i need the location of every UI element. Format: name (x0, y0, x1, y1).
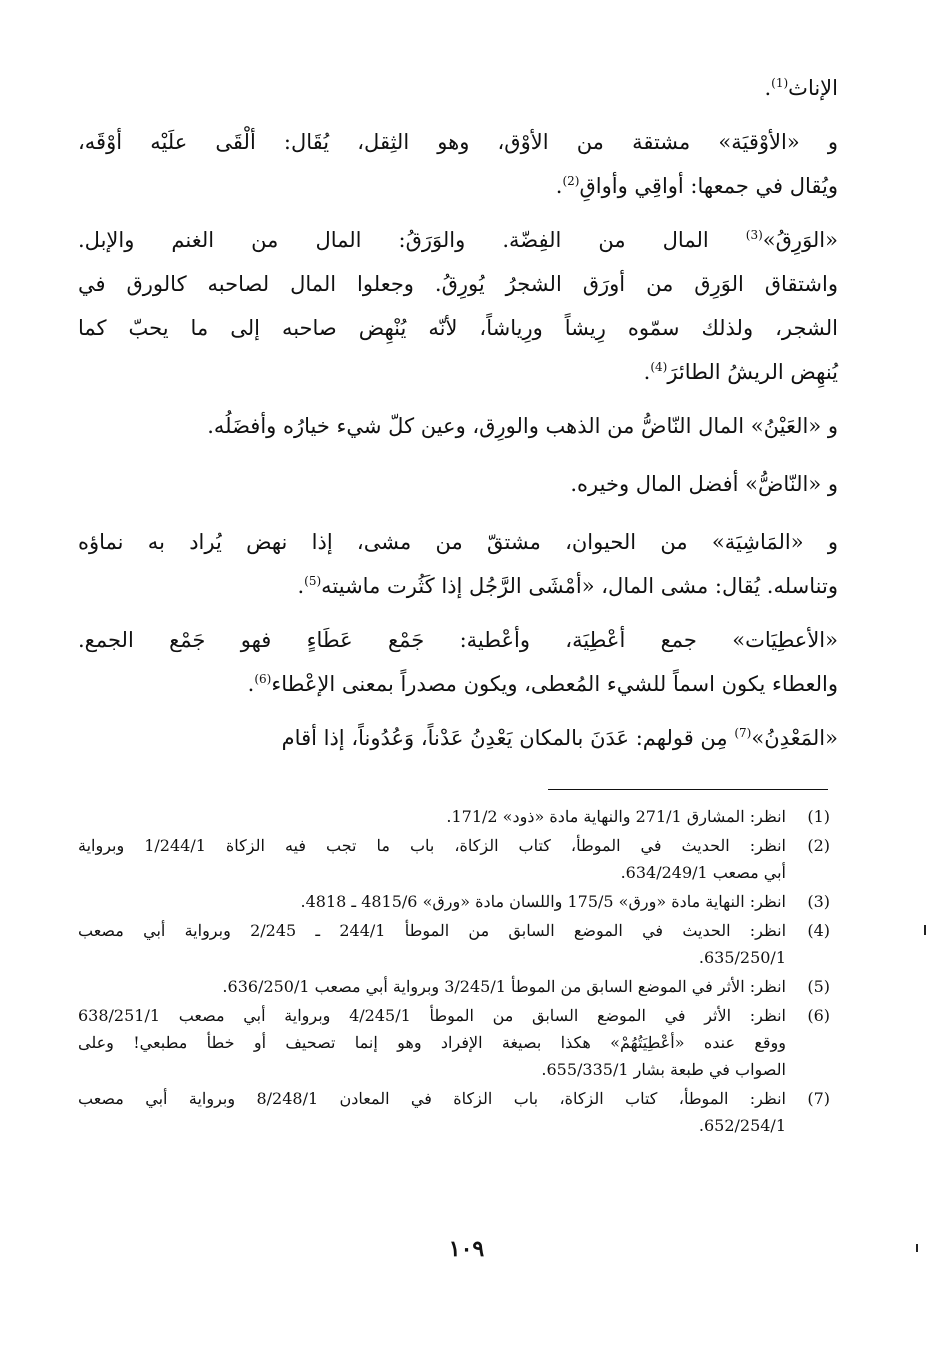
footnote-item (78, 803, 830, 830)
text-line (78, 564, 838, 608)
paragraph-p4 (78, 404, 838, 448)
footnote-text (78, 803, 786, 830)
footnote-text (78, 888, 786, 915)
footnote-text (78, 832, 786, 886)
footnote-line: انظر: الموطأ، كتاب الزكاة، باب الزكاة في المعادن 8/248/1 وبرواية أبي مصعب (78, 1089, 787, 1108)
line-text: يُنهِض الريشُ الطائرَ (667, 360, 838, 384)
footnote-line: أبي مصعب 634/249/1. (620, 863, 786, 882)
footnote-ref: (1) (771, 76, 789, 90)
line-text: «الأعطِيَات» جمع أعْطِيَة، وأعْطية: جَمْع عَطَاءٍ فهو جَمْع الجمع. (78, 628, 838, 652)
line-text: و «الأوْقيَة» مشتقة من الأوْق، وهو الثِقل، يُقَال: ألْقَى علَيْه أوْقَه، (78, 130, 838, 154)
line-tail: المال من الفِضّة. والوَرَقُ: المال من الغنم والإبل. (78, 228, 746, 252)
line-tail: . (764, 76, 772, 100)
footnote-ref: (5) (304, 574, 322, 588)
footnote-text (78, 973, 786, 1000)
paragraph-p6 (78, 520, 838, 608)
footnote-line: ووقع عنده «أعْطِيَتُهُمْ» هكذا بصيغة الإفراد وهو إنما تصحيف أو خطأ مطبعي! وعلى (78, 1033, 786, 1052)
text-line (78, 404, 838, 448)
line-text: وتناسله. يُقال: مشى المال، «أمْشَى الرَّجُل إذا كَثُرت ماشيته (321, 574, 838, 598)
line-tail: . (643, 360, 651, 384)
text-line (78, 66, 838, 110)
edge-mark (924, 925, 926, 935)
footnote-ref: (3) (745, 228, 763, 242)
text-line (78, 218, 838, 262)
text-line (78, 120, 838, 164)
footnote-line: انظر: المشارق 271/1 والنهاية مادة «ذود» 171/2. (446, 807, 786, 826)
paragraph-p5 (78, 462, 838, 506)
text-line (78, 716, 838, 760)
footnote-line: الصواب في طبعة بشار 655/335/1. (541, 1060, 786, 1079)
footnote-line: 652/254/1. (698, 1116, 786, 1135)
line-tail: . (297, 574, 305, 598)
footnote-number: (1) (807, 807, 830, 826)
paragraph-p8 (78, 716, 838, 760)
footnote-ref: (6) (254, 672, 272, 686)
footnote-line: انظر: الأثر في الموضع السابق من الموطأ 4/245/1 وبرواية أبي مصعب 638/251/1 (78, 1006, 787, 1025)
line-text: الشجر، ولذلك سمّوه رِيشاً ورِياشاً، لأنّه يُنْهِض صاحبه إلى ما يحبّ كما (78, 316, 838, 340)
footnote-ref: (7) (734, 726, 752, 740)
footnote-line: انظر: الحديث في الموطأ، كتاب الزكاة، باب ما تجب فيه الزكاة 1/244/1 وبرواية (78, 836, 787, 855)
footnote-text (78, 1002, 786, 1083)
line-tail: . (247, 672, 255, 696)
line-text: «الوَرِقُ» (762, 228, 838, 252)
paragraph-p3 (78, 218, 838, 394)
footnote-divider (548, 789, 828, 790)
footnote-line: 635/250/1. (698, 948, 786, 967)
footnote-item (78, 1085, 830, 1139)
text-line (78, 350, 838, 394)
line-text: و «النّاضُّ» أفضل المال وخيره. (570, 472, 838, 496)
footnote-ref: (4) (650, 360, 668, 374)
edge-mark (916, 1244, 918, 1252)
footnote-item (78, 888, 830, 915)
footnote-text (78, 1085, 786, 1139)
line-text: واشتقاق الوَرِق من أورَق الشجرُ يُورِقُ. وجعلوا المال لصاحبه كالورق في (78, 272, 838, 296)
footnote-line: انظر: الحديث في الموضع السابق من الموطأ 244/1 ـ 2/245 وبرواية أبي مصعب (78, 921, 787, 940)
line-text: ويُقال في جمعها: أواقِي وأواقِ (579, 174, 838, 198)
footnote-number: (5) (807, 977, 830, 996)
text-line (78, 306, 838, 350)
footnote-number: (4) (807, 921, 830, 940)
text-line (78, 462, 838, 506)
line-tail: . (555, 174, 563, 198)
footnote-number: (3) (807, 892, 830, 911)
line-text: الإناث (788, 76, 838, 100)
text-line (78, 262, 838, 306)
line-text: و «العَيْنُ» المال النّاضُّ من الذهب والورِق، وعين كلّ شيء خيارُه وأفضَلُه. (207, 414, 838, 438)
text-line (78, 662, 838, 706)
paragraph-p7 (78, 618, 838, 706)
footnote-text (78, 917, 786, 971)
body-paragraphs (78, 66, 838, 760)
line-text: «المَعْدِنُ» (751, 726, 838, 750)
page-number: ١٠٩ (448, 1236, 485, 1262)
paragraph-p1 (78, 66, 838, 110)
paragraph-p2 (78, 120, 838, 208)
footnote-line: انظر: النهاية مادة «ورق» 175/5 واللسان مادة «ورق» 4815/6 ـ 4818. (300, 892, 786, 911)
footnote-item (78, 917, 830, 971)
footnote-item (78, 832, 830, 886)
line-text: و «المَاشِيَة» من الحيوان، مشتقّ من مشى، إذا نهض يُراد به نماؤه (78, 530, 838, 554)
line-text: والعطاء يكون اسماً للشيء المُعطى، ويكون مصدراً بمعنى الإعْطاء (271, 672, 838, 696)
text-line (78, 618, 838, 662)
footnote-line: انظر: الأثر في الموضع السابق من الموطأ 3/245/1 وبرواية أبي مصعب 636/250/1. (222, 977, 786, 996)
line-tail: مِن قولهم: عَدَنَ بالمكان يَعْدِنُ عَدْناً، وَعُدُوناً، إذا أقام (281, 726, 735, 750)
footnote-number: (7) (807, 1089, 830, 1108)
main-text (78, 66, 838, 760)
footnote-item (78, 1002, 830, 1083)
footnotes-block (78, 803, 830, 1141)
footnote-number: (6) (807, 1006, 830, 1025)
footnote-item (78, 973, 830, 1000)
text-line (78, 520, 838, 564)
footnote-ref: (2) (562, 174, 580, 188)
text-line (78, 164, 838, 208)
footnote-number: (2) (807, 836, 830, 855)
